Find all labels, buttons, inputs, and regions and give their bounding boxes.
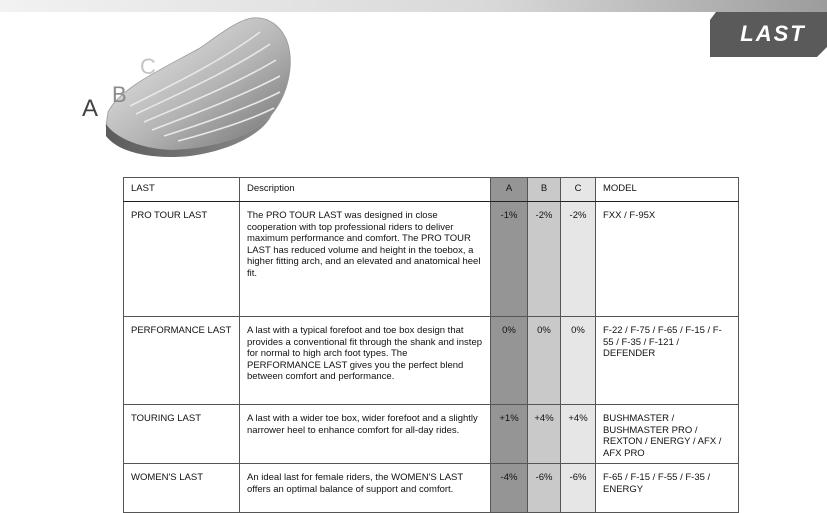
- cell-c: +4%: [561, 405, 596, 464]
- cell-model: FXX / F-95X: [596, 202, 739, 317]
- shoe-last-illustration: [60, 10, 310, 170]
- header-description: Description: [240, 178, 491, 202]
- last-comparison-table: [123, 177, 739, 513]
- table-row-performance: [124, 317, 739, 405]
- cell-description: An ideal last for female riders, the WOMEN'S LAST offers an optimal balance of support and comfort.: [240, 464, 491, 513]
- badge-title: LAST: [740, 21, 806, 46]
- shoe-label-b: B: [112, 82, 127, 107]
- header-model: MODEL: [596, 178, 739, 202]
- cell-last: TOURING LAST: [124, 405, 240, 464]
- cell-last: PERFORMANCE LAST: [124, 317, 240, 405]
- cell-a: 0%: [491, 317, 528, 405]
- cell-description: The PRO TOUR LAST was designed in close cooperation with top professional riders to deliver maximum performance and comfort. The PRO TOUR LAST has reduced volume and height in the toebox, a higher fitting arch, and an elevated and anatomical heel fit.: [240, 202, 491, 317]
- cell-c: -2%: [561, 202, 596, 317]
- cell-model: F-65 / F-15 / F-55 / F-35 / ENERGY: [596, 464, 739, 513]
- cell-description: A last with a wider toe box, wider forefoot and a slightly narrower heel to enhance comfort for all-day rides.: [240, 405, 491, 464]
- table-row-touring: [124, 405, 739, 464]
- cell-b: 0%: [528, 317, 561, 405]
- cell-description: A last with a typical forefoot and toe box design that provides a conventional fit through the shank and instep for normal to high arch foot types. The PERFORMANCE LAST gives you the perfect blend between comfort and performance.: [240, 317, 491, 405]
- cell-a: -4%: [491, 464, 528, 513]
- shoe-label-c: C: [140, 54, 156, 79]
- table-header-row: [124, 178, 739, 202]
- cell-c: -6%: [561, 464, 596, 513]
- cell-a: +1%: [491, 405, 528, 464]
- cell-b: -6%: [528, 464, 561, 513]
- cell-last: WOMEN'S LAST: [124, 464, 240, 513]
- cell-model: BUSHMASTER / BUSHMASTER PRO / REXTON / ENERGY / AFX / AFX PRO: [596, 405, 739, 464]
- cell-c: 0%: [561, 317, 596, 405]
- table-row-womens: [124, 464, 739, 513]
- cell-b: +4%: [528, 405, 561, 464]
- last-badge: [710, 12, 827, 57]
- table-row-pro-tour: [124, 202, 739, 317]
- cell-b: -2%: [528, 202, 561, 317]
- cell-last: PRO TOUR LAST: [124, 202, 240, 317]
- cell-model: F-22 / F-75 / F-65 / F-15 / F-55 / F-35 / F-121 / DEFENDER: [596, 317, 739, 405]
- header-last: LAST: [124, 178, 240, 202]
- cell-a: -1%: [491, 202, 528, 317]
- shoe-label-a: A: [82, 95, 99, 122]
- header-c: C: [561, 178, 596, 202]
- header-b: B: [528, 178, 561, 202]
- header-a: A: [491, 178, 528, 202]
